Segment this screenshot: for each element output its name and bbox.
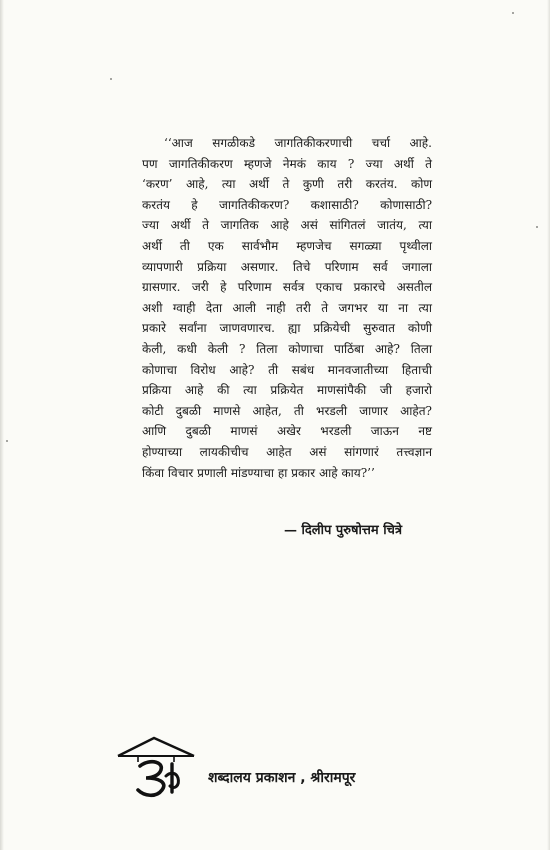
quote-line: किंवा विचार प्रणाली मांडण्याचा हा प्रकार आहे काय?’’ [142, 465, 375, 480]
quote-line: व्यापणारी प्रक्रिया असणार. तिचे परिणाम सर्व जगाला [142, 259, 432, 274]
quote-line: पण जागतिकीकरण म्हणजे नेमकं काय ? ज्या अर्थी ते [142, 156, 432, 171]
quote-line: अशी ग्वाही देता आली नाही तरी ते जगभर या ना त्या [142, 300, 432, 315]
shabdalay-house-logo-icon [116, 736, 196, 800]
quote-line: ग्रासणार. जरी हे परिणाम सर्वत्र एकाच प्रकारचे असतील [142, 280, 432, 295]
quote-line: कोणाचा विरोध आहे? ती सबंध मानवजातीच्या हिताची [142, 362, 432, 377]
author-attribution: — दिलीप पुरुषोत्तम चित्रे [284, 523, 403, 538]
quote-line: ‘‘आज सगळीकडे जागतिकीकरणाची चर्चा आहे. [164, 136, 432, 150]
quote-line: होण्याच्या लायकीचीच आहेत असं सांगणारं तत्त्वज्ञान [142, 444, 432, 459]
paper-speck [512, 12, 514, 14]
quote-line: ‘करण’ आहे, त्या अर्थी ते कुणी तरी करतंय. कोण [142, 177, 432, 192]
quote-line: आणि दुबळी माणसं अखेर भरडली जाऊन नष्ट [142, 424, 432, 439]
paper-speck [536, 226, 538, 228]
publisher-name: शब्दालय प्रकाशन , श्रीरामपूर [208, 770, 356, 786]
quote-line: अर्थी ती एक सार्वभौम म्हणजेच सगळ्या पृथ्वीला [142, 238, 432, 253]
quote-line: प्रकारे सर्वांना जाणवणारच. ह्या प्रक्रियेची सुरुवात कोणी [142, 321, 432, 336]
quote-line: करतंय हे जागतिकीकरण? कशासाठी? कोणासाठी? [142, 197, 432, 212]
quote-line: कोटी दुबळी माणसे आहेत, ती भरडली जाणार आहेत? [142, 403, 432, 418]
paper-speck [6, 440, 8, 442]
quote-line: ज्या अर्थी ते जागतिक आहे असं सांगितलं जातंय, त्या [142, 218, 432, 233]
quote-block [142, 133, 432, 483]
page-edge-left [0, 0, 4, 850]
quote-line: प्रक्रिया आहे की त्या प्रक्रियेत माणसांपैकी जी हजारो [142, 383, 432, 398]
quote-line: केली, कधी केली ? तिला कोणाचा पाठिंबा आहे? तिला [142, 341, 432, 356]
paper-speck [110, 78, 112, 80]
